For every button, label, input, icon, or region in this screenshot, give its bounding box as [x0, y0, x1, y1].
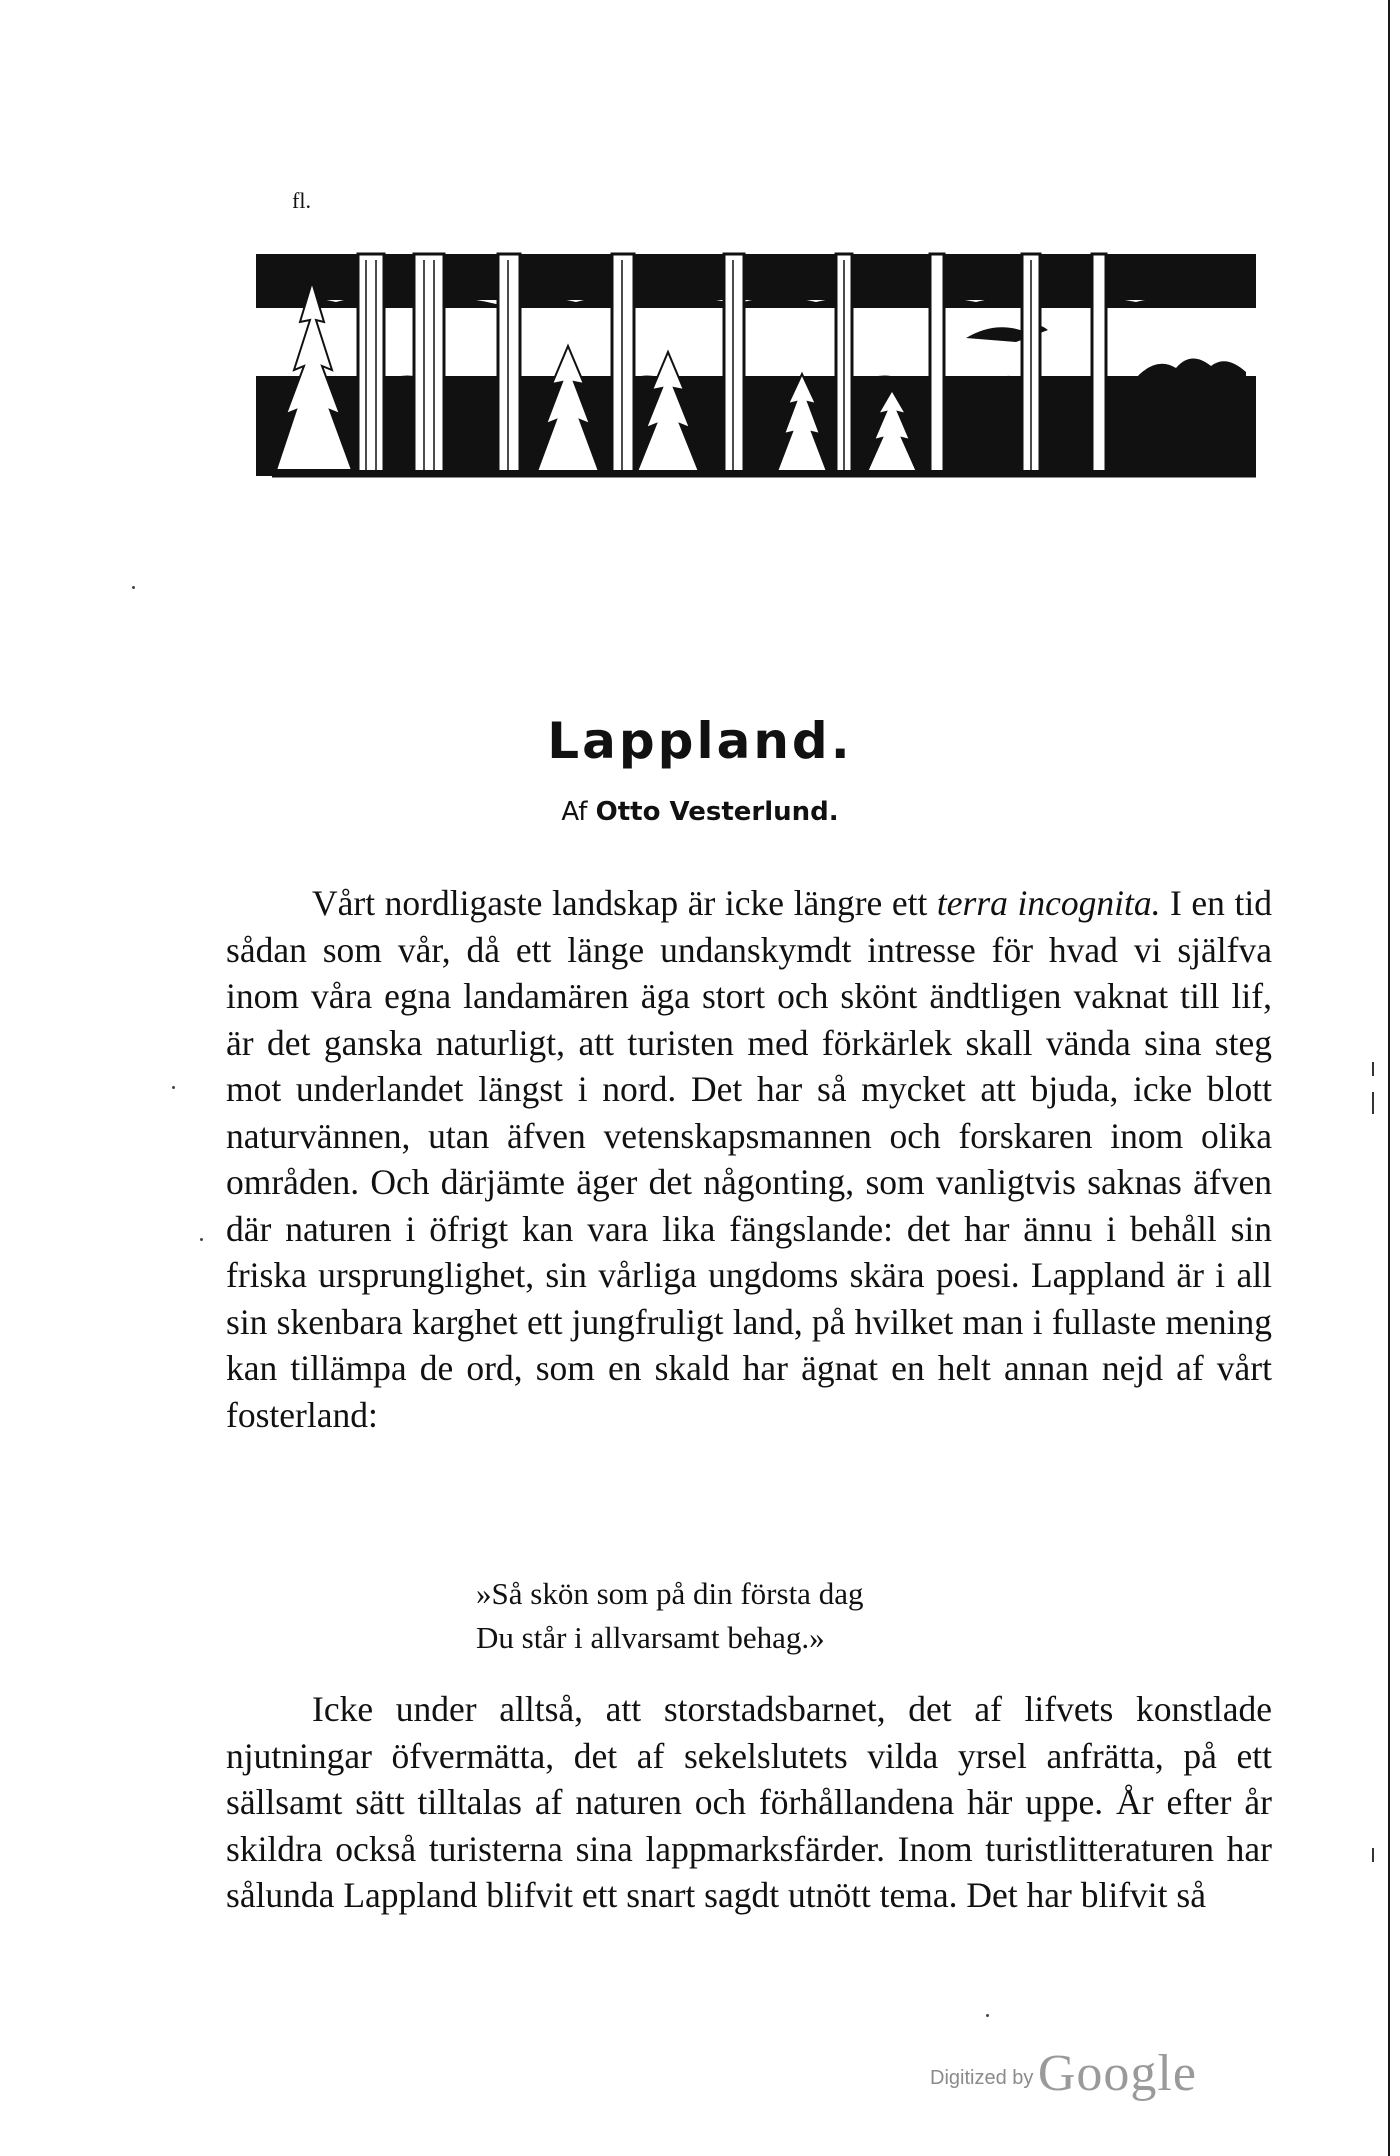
paragraph-2: Icke under alltså, att storstadsbarnet, det af lifvets konstlade njutningar öfvermätta, det af sekelslutets vilda yrsel anfrätta, på ett sällsamt sätt tilltalas af naturen och förhållandena här uppe. År efter år skildra också turisterna sina lappmarksfärder. Inom turistlitteraturen har sålunda Lappland blifvit ett snart sagdt utnött tema. Det har blifvit så	[226, 1689, 1272, 1915]
chapter-title: Lappland.	[547, 712, 853, 770]
page-edge-line	[1388, 0, 1390, 2156]
paragraph-1-italic-phrase: terra incognita.	[936, 883, 1161, 923]
verse-quote	[476, 1572, 863, 1660]
paper-speck	[132, 586, 135, 589]
digitized-watermark	[930, 2044, 1197, 2103]
verse-line: Du står i allvarsamt behag.»	[476, 1620, 825, 1655]
illustrator-signature: fl.	[292, 188, 311, 213]
paper-speck	[200, 1238, 203, 1241]
edge-mark	[1372, 1848, 1374, 1862]
forest-vignette-illustration	[236, 170, 1276, 510]
paragraph-1	[226, 880, 1272, 1438]
edge-mark	[1372, 1062, 1374, 1076]
byline-prefix: Af	[561, 797, 588, 827]
watermark-prefix: Digitized by	[930, 2067, 1034, 2089]
paper-speck	[986, 2014, 989, 2017]
paper-speck	[172, 1086, 175, 1089]
verse-line: »Så skön som på din första dag	[476, 1576, 864, 1611]
author-name: Otto Vesterlund.	[595, 797, 839, 827]
edge-mark	[1372, 1092, 1374, 1114]
google-logo: Google	[1037, 2045, 1197, 2102]
paragraph-1-rest: I en tid sådan som vår, då ett länge undanskymdt intresse för hvad vi själfva inom våra egna landamären äga stort och skönt ändtligen vaknat till lif, är det ganska naturligt, att turisten med förkärlek skall vända sina steg mot underlandet längst i nord. Det har så mycket att bjuda, icke blott naturvännen, utan äfven vetenskapsmannen och forskaren inom olika områden. Och därjämte äger det någonting, som vanligtvis saknas äfven där naturen i öfrigt kan vara lika fängslande: det har ännu i behåll sin friska ursprunglighet, sin vårliga ungdoms skära poesi. Lappland är i all sin skenbara karghet ett jungfruligt land, på hvilket man i fullaste mening kan tillämpa de ord, som en skald har ägnat en helt annan nejd af vårt fosterland:	[226, 883, 1272, 1435]
author-byline	[0, 797, 1400, 827]
paragraph-1-lead: Vårt nordligaste landskap är icke längre ett	[312, 883, 937, 923]
